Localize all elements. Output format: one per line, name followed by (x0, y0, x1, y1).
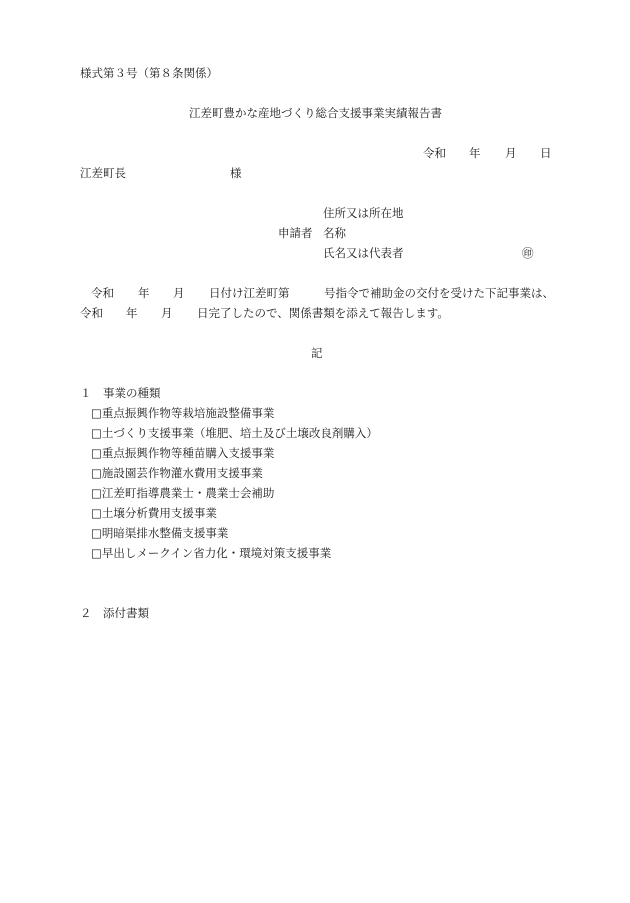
body-line1-era: 令和 (91, 286, 114, 300)
body-line1-text: 日付け江差町第 号指令で補助金の交付を受けた下記事業は、 (209, 286, 554, 300)
addressee-name: 江差町長 (80, 166, 126, 180)
business-type-item: □重点振興作物等栽培施設整備事業 (91, 406, 275, 420)
date-year: 年 (469, 146, 481, 160)
date-month: 月 (505, 146, 517, 160)
date-day: 日 (540, 146, 552, 160)
business-type-item: □江差町指導農業士・農業士会補助 (91, 486, 275, 500)
body-line2-month: 月 (161, 306, 173, 320)
applicant-name-label: 名称 (323, 226, 346, 240)
seal-mark: ㊞ (522, 246, 534, 260)
body-line1-year: 年 (138, 286, 150, 300)
business-type-item: □早出しメークイン省力化・環境対策支援事業 (91, 546, 332, 560)
date-era: 令和 (423, 146, 446, 160)
applicant-address-label: 住所又は所在地 (323, 206, 404, 220)
business-type-item: □土づくり支援事業（堆肥、培土及び土壌改良剤購入） (91, 426, 378, 440)
body-line2-era: 令和 (80, 306, 103, 320)
body-line2-text: 日完了したので、関係書類を添えて報告します。 (197, 306, 449, 320)
ki-mark: 記 (311, 346, 323, 360)
addressee-honorific: 様 (230, 166, 242, 180)
applicant-role-label: 申請者 (278, 226, 313, 240)
business-type-item: □重点振興作物等種苗購入支援事業 (91, 446, 275, 460)
form-number: 様式第３号（第８条関係） (80, 66, 218, 80)
body-line1-month: 月 (173, 286, 185, 300)
business-type-item: □土壌分析費用支援事業 (91, 506, 217, 520)
body-line2-year: 年 (126, 306, 138, 320)
business-type-item: □施設園芸作物灌水費用支援事業 (91, 466, 263, 480)
section2-heading: ２ 添付書類 (80, 606, 149, 620)
section1-heading: １ 事業の種類 (80, 386, 161, 400)
document-title: 江差町豊かな産地づくり総合支援事業実績報告書 (189, 106, 442, 120)
applicant-representative-label: 氏名又は代表者 (323, 246, 404, 260)
business-type-item: □明暗渠排水整備支援事業 (91, 526, 229, 540)
